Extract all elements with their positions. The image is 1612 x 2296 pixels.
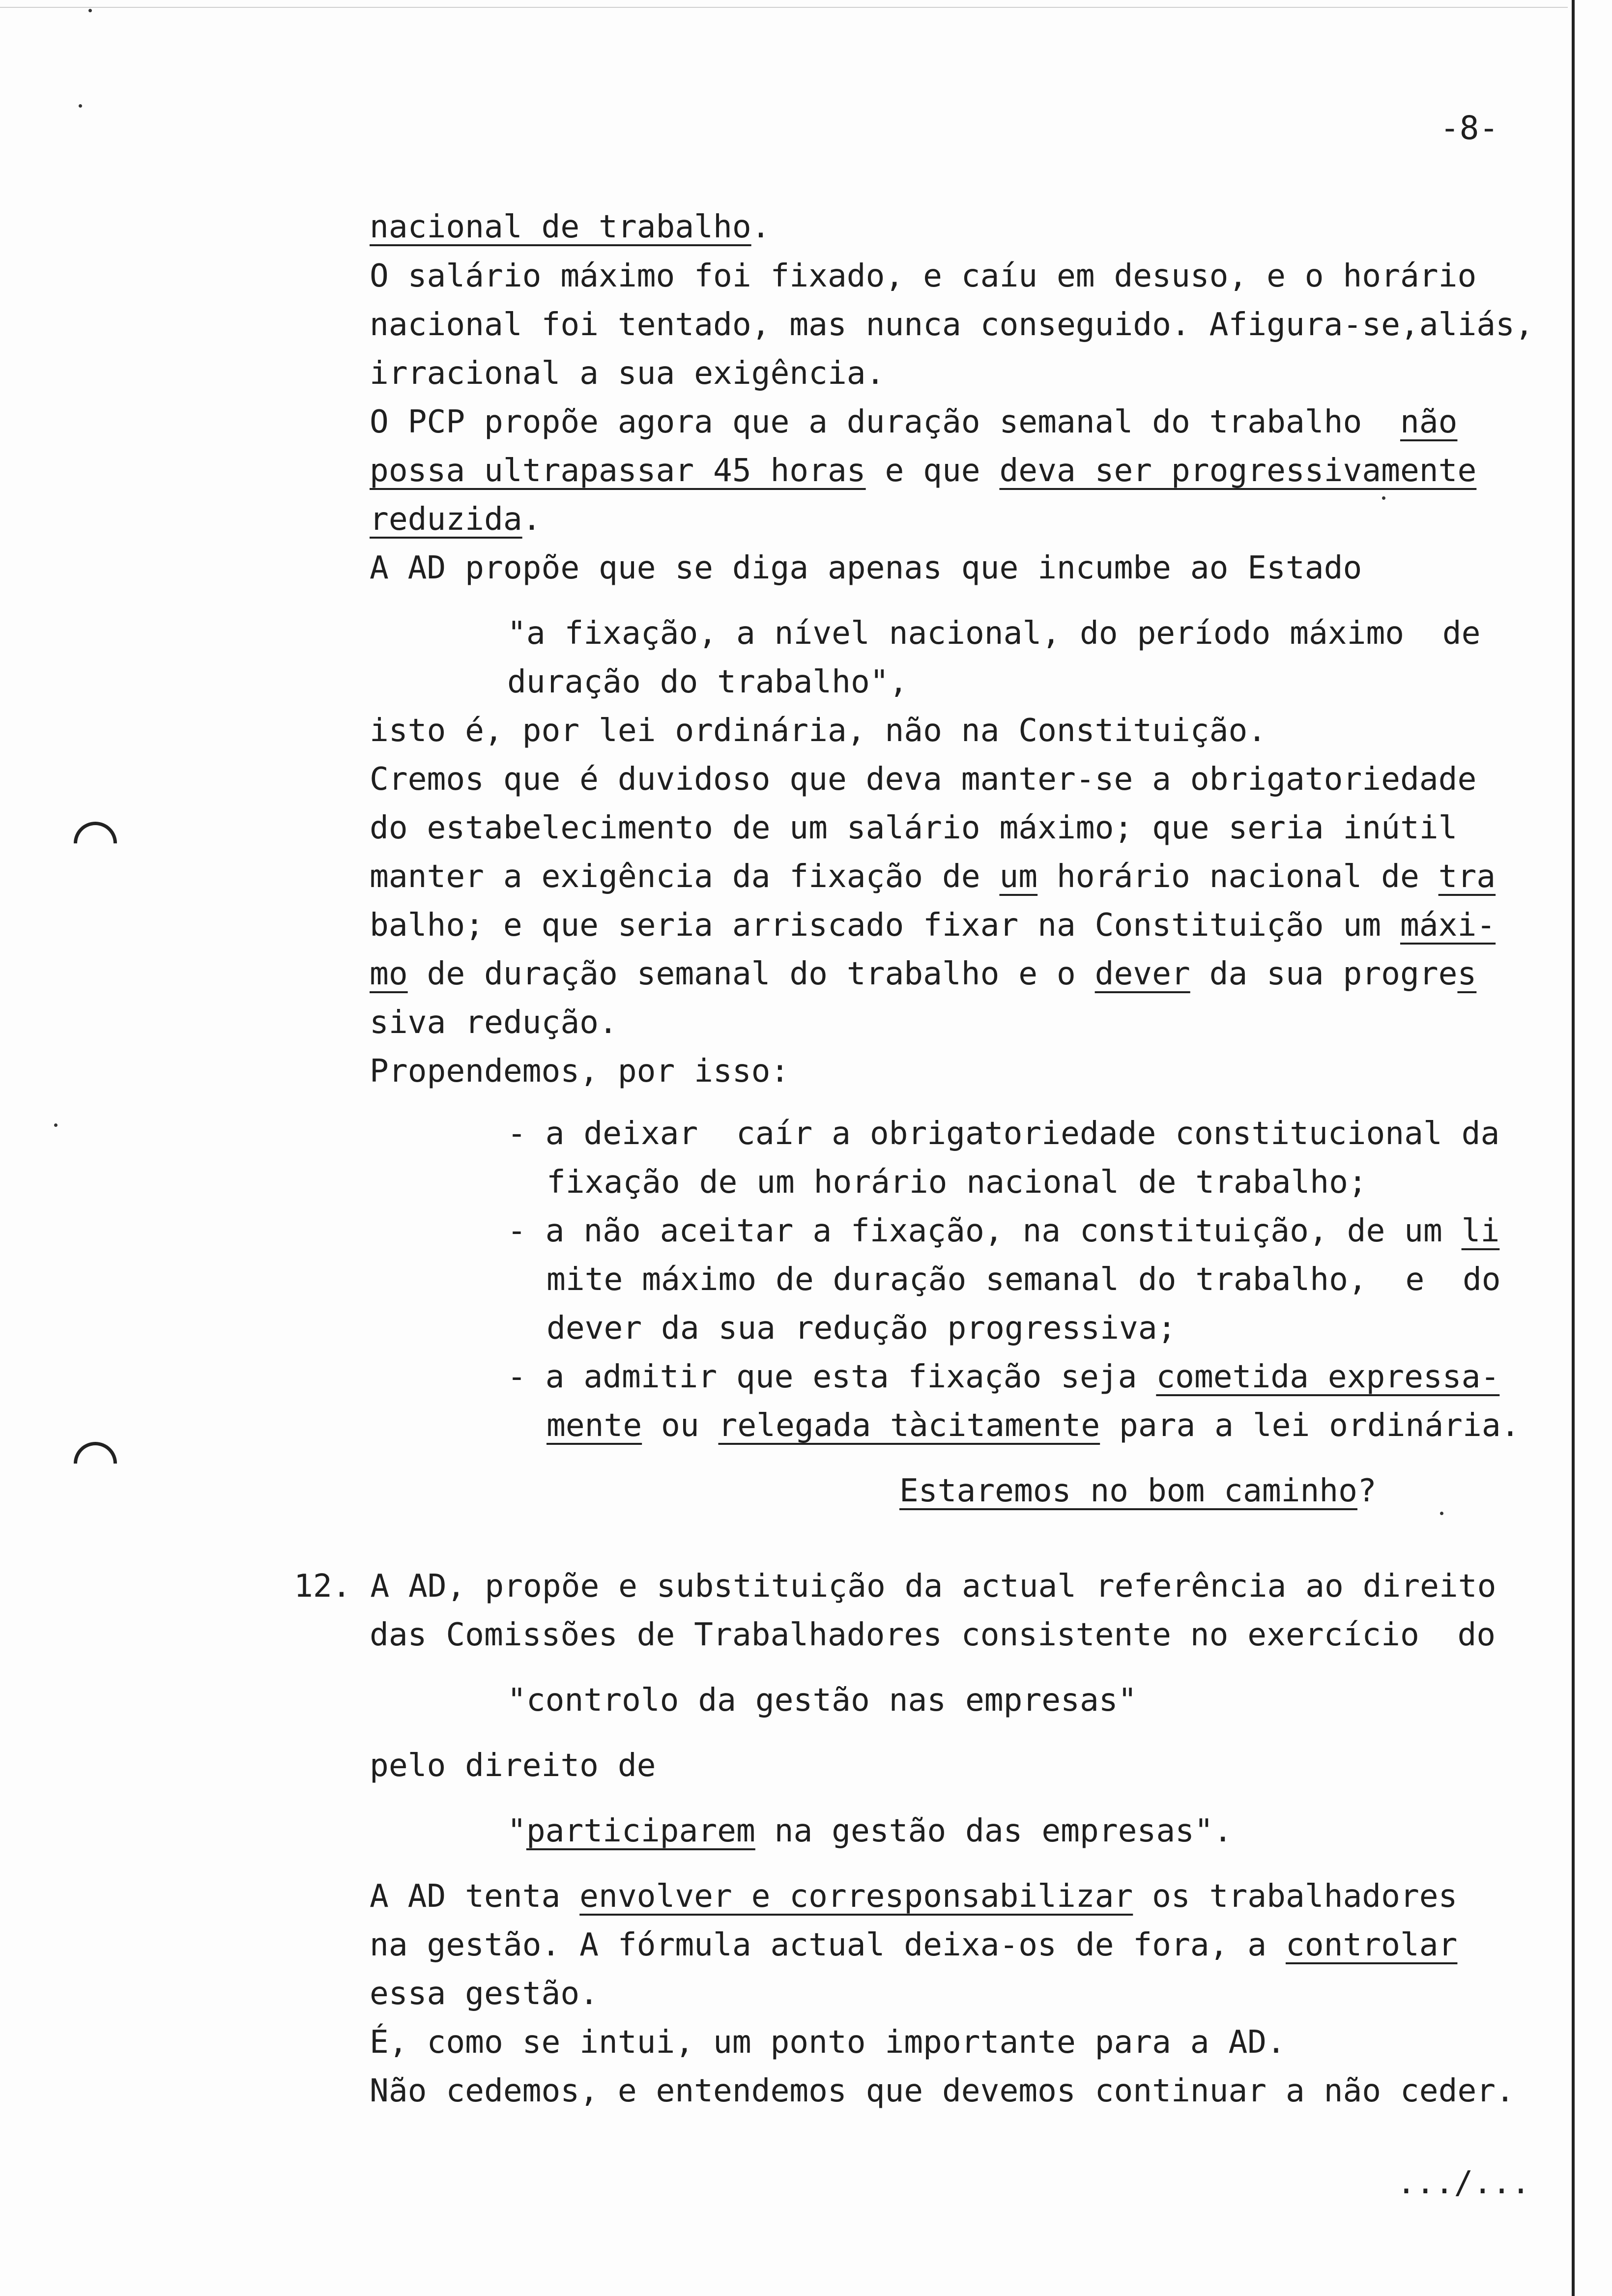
underlined-text: mo — [370, 955, 408, 992]
underlined-text: Estaremos no bom caminho — [899, 1472, 1357, 1509]
text-line — [370, 501, 542, 538]
scan-speck — [88, 9, 92, 12]
underlined-text: s — [1457, 955, 1477, 992]
underlined-text: mente — [547, 1407, 642, 1444]
text-line — [370, 1616, 1496, 1653]
text-line — [370, 1053, 790, 1090]
bullet-line — [547, 1407, 1520, 1444]
text-line — [370, 452, 1477, 489]
page-number: -8- — [1440, 109, 1499, 147]
text-segment: A AD propõe que se diga apenas que incumbe ao Estado — [370, 549, 1362, 586]
text-segment: . — [522, 501, 542, 538]
scan-speck — [79, 104, 82, 108]
text-segment: pelo direito de — [370, 1747, 656, 1784]
text-line — [370, 403, 1458, 440]
underlined-text: um — [999, 858, 1038, 895]
underlined-text: deva ser progressivamente — [999, 452, 1477, 489]
text-segment: ou — [642, 1407, 719, 1444]
text-line — [370, 809, 1458, 846]
quote-line — [507, 663, 908, 700]
text-segment: duração do trabalho", — [507, 663, 908, 700]
text-segment: Cremos que é duvidoso que deva manter-se a obrigatoriedade — [370, 761, 1477, 798]
text-line — [370, 208, 771, 245]
rhetorical-question — [899, 1472, 1377, 1509]
text-line — [370, 355, 885, 392]
underlined-text: tra — [1438, 858, 1496, 895]
underlined-text: nacional de trabalho — [370, 208, 751, 245]
text-segment: na gestão. A fórmula actual deixa-os de fora, a — [370, 1926, 1286, 1963]
text-line — [370, 2024, 1286, 2061]
scan-speck — [1382, 496, 1385, 500]
continuation-mark: .../... — [1397, 2164, 1530, 2201]
bullet-line — [547, 1164, 1367, 1201]
text-segment: essa gestão. — [370, 1975, 599, 2012]
text-segment: nacional foi tentado, mas nunca conseguido. Afigura-se,aliás, — [370, 306, 1534, 343]
underlined-text: li — [1461, 1212, 1500, 1249]
punch-hole-mark — [65, 813, 126, 874]
text-line — [370, 761, 1477, 798]
text-line — [370, 549, 1362, 586]
text-line — [370, 907, 1496, 944]
text-line — [370, 1975, 599, 2012]
quote-line — [507, 615, 1481, 652]
underlined-text: dever — [1094, 955, 1190, 992]
bullet-line — [507, 1358, 1500, 1395]
bullet-line — [507, 1212, 1500, 1249]
text-segment: "controlo da gestão nas empresas" — [507, 1682, 1137, 1719]
underlined-text: relegada tàcitamente — [718, 1407, 1100, 1444]
underlined-text: não — [1400, 403, 1458, 440]
text-line — [370, 260, 1476, 292]
underlined-text: reduzida — [370, 501, 522, 538]
underlined-text: possa ultrapassar 45 horas — [370, 452, 866, 489]
text-line — [370, 2072, 1515, 2109]
text-line — [370, 1926, 1458, 1963]
text-segment: manter a exigência da fixação de — [370, 858, 1000, 895]
text-segment: - a deixar caír a obrigatoriedade constitucional da — [507, 1115, 1500, 1152]
scan-speck — [54, 1123, 58, 1127]
bullet-line — [547, 1310, 1177, 1347]
text-line — [370, 858, 1496, 895]
underlined-text: cometida expressa- — [1156, 1358, 1500, 1395]
underlined-text: controlar — [1285, 1926, 1458, 1963]
text-segment: balho; e que seria arriscado fixar na Constituição um — [370, 907, 1400, 944]
text-line — [370, 1004, 618, 1041]
text-segment: . — [751, 208, 771, 245]
text-segment: e que — [865, 452, 1000, 489]
text-segment: dever da sua redução progressiva; — [547, 1310, 1177, 1347]
text-segment: A AD tenta — [370, 1878, 580, 1915]
text-segment: da sua progre — [1190, 955, 1458, 992]
text-line — [370, 712, 1267, 749]
underlined-text: envolver e corresponsabilizar — [579, 1878, 1133, 1915]
text-segment: das Comissões de Trabalhadores consistente no exercício do — [370, 1616, 1496, 1653]
text-segment: de duração semanal do trabalho e o — [407, 955, 1095, 992]
text-line — [370, 1878, 1458, 1915]
text-segment: O PCP propõe agora que a duração semanal do trabalho — [370, 403, 1400, 440]
text-segment: " — [507, 1812, 526, 1849]
text-line — [370, 1747, 656, 1784]
text-segment: O salário máximo foi fixado, e caíu em desuso, e o horário — [370, 258, 1477, 294]
scan-artifact — [0, 7, 1568, 8]
page-edge — [1572, 0, 1575, 2296]
text-segment: fixação de um horário nacional de trabalho; — [547, 1164, 1367, 1201]
text-segment: É, como se intui, um ponto importante para a AD. — [370, 2024, 1286, 2061]
text-line — [370, 306, 1534, 343]
quote-line — [507, 1812, 1233, 1849]
text-segment: mite máximo de duração semanal do trabalho, e do — [547, 1261, 1501, 1298]
numbered-paragraph — [294, 1568, 1497, 1605]
text-line — [370, 955, 1477, 992]
bullet-line — [547, 1261, 1501, 1298]
text-segment: Não cedemos, e entendemos que devemos continuar a não ceder. — [370, 2072, 1515, 2109]
quote-line — [507, 1682, 1137, 1719]
text-segment: siva redução. — [370, 1004, 618, 1041]
underlined-text: participarem — [526, 1812, 755, 1849]
text-segment: horário nacional de — [1037, 858, 1439, 895]
text-segment: "a fixação, a nível nacional, do período máximo de — [507, 615, 1481, 652]
text-segment: irracional a sua exigência. — [370, 355, 885, 392]
text-segment: Propendemos, por isso: — [370, 1053, 790, 1090]
bullet-line — [507, 1115, 1500, 1152]
text-segment: do estabelecimento de um salário máximo; que seria inútil — [370, 809, 1458, 846]
text-segment: - a não aceitar a fixação, na constituição, de um — [507, 1212, 1462, 1249]
punch-hole-mark — [65, 1433, 126, 1494]
text-segment: para a lei ordinária. — [1100, 1407, 1520, 1444]
text-segment: na gestão das empresas". — [755, 1812, 1233, 1849]
text-segment: ? — [1357, 1472, 1377, 1509]
underlined-text: máxi- — [1400, 907, 1496, 944]
text-segment: isto é, por lei ordinária, não na Constituição. — [370, 712, 1267, 749]
scan-speck — [1440, 1512, 1443, 1515]
text-segment: 12. A AD, propõe e substituição da actual referência ao direito — [294, 1568, 1497, 1605]
text-segment: - a admitir que esta fixação seja — [507, 1358, 1156, 1395]
text-segment: os trabalhadores — [1133, 1878, 1458, 1915]
